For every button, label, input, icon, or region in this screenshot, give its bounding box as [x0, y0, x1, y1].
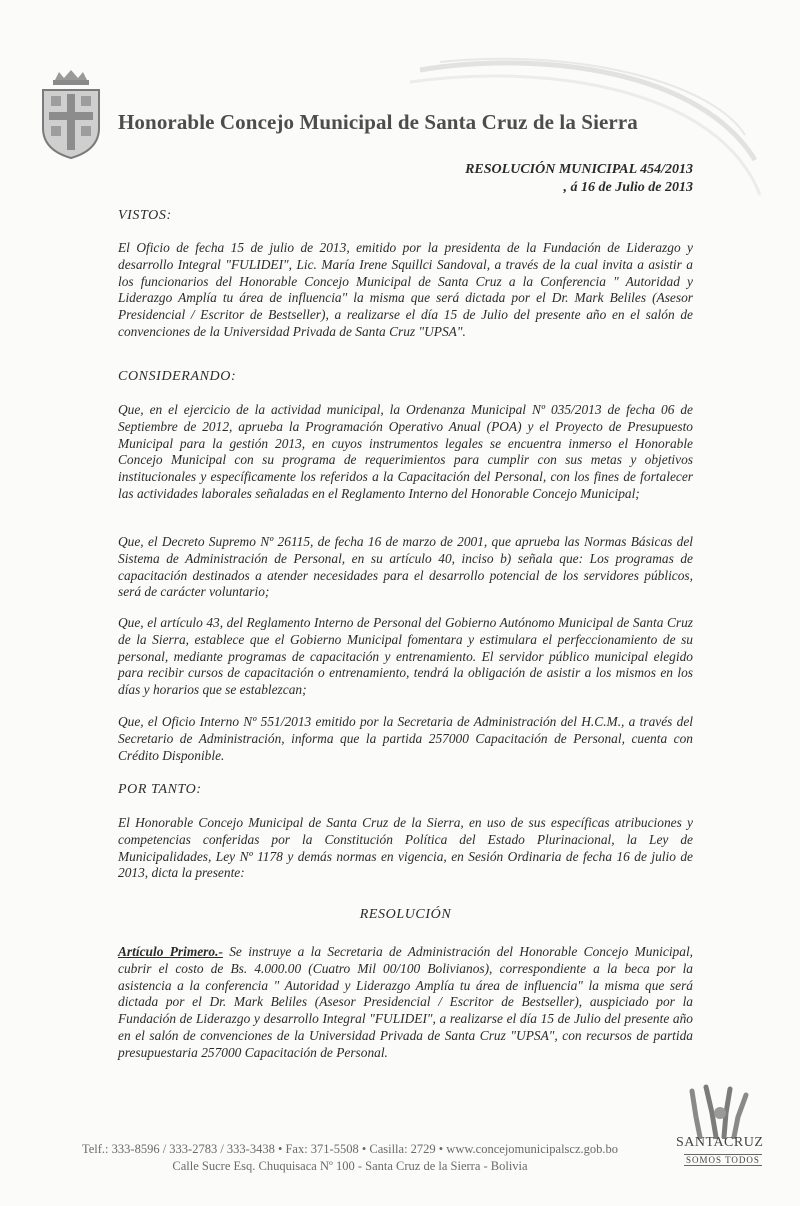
- footer-contact-line: Telf.: 333-8596 / 333-2783 / 333-3438 • Fax: 371-5508 • Casilla: 2729 • www.concejomunicipalscz.gob.bo: [81, 1142, 619, 1156]
- section-vistos: VISTOS:: [118, 208, 172, 223]
- vistos-paragraph: El Oficio de fecha 15 de julio de 2013, emitido por la presidenta de la Fundación de Liderazgo y desarrollo Integral "FULIDEI", Lic. María Irene Squillci Sandoval, a través de la cual invita a asistir a los funcionarios del Honorable Concejo Municipal de Santa Cruz a la Conferencia " Autoridad y Liderazgo Amplía tu área de influencia" la misma que será dictada por el Dr. Mark Beliles (Asesor Presidencial / Escritor de Bestseller), a realizarse el día 15 de Julio del presente año en el salón de convenciones de la Universidad Privada de Santa Cruz "UPSA".: [118, 240, 693, 339]
- considerando-paragraph-1: Que, en el ejercicio de la actividad municipal, la Ordenanza Municipal Nº 035/2013 de fecha 06 de Septiembre de 2012, aprueba la Programación Operativo Anual (POA) y el Proyecto de Presupuesto Municipal para la gestión 2013, en cuyos instrumentos legales se encuentra inmerso el Honorable Concejo Municipal con su programa de requerimientos para cumplir con sus metas y objetivos institucionales y específicamente los referidos a la Capacitación del Personal, con los fines de fortalecer las actividades laborales señaladas en el Reglamento Interno del Honorable Concejo Municipal;: [118, 402, 693, 501]
- footer-contact: [40, 1141, 660, 1175]
- logo-tagline: SOMOS TODOS: [686, 1155, 760, 1165]
- articulo-primero-text: Se instruye a la Secretaria de Administración del Honorable Concejo Municipal, cubrir el costo de Bs. 4.000.00 (Cuatro Mil 00/100 Bolivianos), correspondiente a la beca por la asistencia a la conferencia " Autoridad y Liderazgo Amplía tu área de influencia" la misma que será dictada por el Dr. Mark Beliles (Asesor Presidencial / Escritor de Bestseller), auspiciado por la Fundación de Liderazgo y desarrollo Integral "FULIDEI", a realizarse el día 15 de Julio del presente año en el salón de convenciones de la Universidad Privada de Santa Cruz "UPSA", con recursos de partida presupuestaria 257000 Capacitación de Personal.: [118, 944, 694, 1060]
- considerando-paragraph-3: Que, el artículo 43, del Reglamento Interno de Personal del Gobierno Autónomo Municipal de Santa Cruz de la Sierra, establece que el Gobierno Municipal fomentara y estimulara el perfeccionamiento de su personal, mediante programas de capacitación y entrenamiento. El servidor público municipal elegido para recibir cursos de capacitación o entrenamiento, tendrá la obligación de asistir a los mismos en los días y horarios que se establezcan;: [118, 615, 693, 698]
- articulo-primero-paragraph: [118, 944, 693, 1062]
- considerando-paragraph-2: Que, el Decreto Supremo Nº 26115, de fecha 16 de marzo de 2001, que aprueba las Normas Básicas del Sistema de Administración de Personal, en su artículo 40, inciso b) señala que: Los programas de capacitación destinados a atender necesidades para el desarrollo potencial de los servidores públicos, será de carácter voluntario;: [118, 534, 693, 600]
- section-resolucion: RESOLUCIÓN: [359, 907, 452, 922]
- articulo-primero-label: Artículo Primero.-: [118, 944, 223, 959]
- considerando-paragraph-4: Que, el Oficio Interno Nº 551/2013 emitido por la Secretaria de Administración del H.C.M., a través del Secretario de Administración, informa que la partida 257000 Capacitación de Personal, cuenta con Crédito Disponible.: [118, 714, 693, 763]
- footer-address-line: Calle Sucre Esq. Chuquisaca Nº 100 - Santa Cruz de la Sierra - Bolivia: [172, 1159, 528, 1173]
- section-por-tanto: POR TANTO:: [118, 782, 202, 797]
- coat-of-arms-icon: [37, 68, 105, 160]
- organization-name: Honorable Concejo Municipal de Santa Cruz de la Sierra: [118, 110, 638, 134]
- section-considerando: CONSIDERANDO:: [118, 369, 237, 384]
- resolution-number: RESOLUCIÓN MUNICIPAL 454/2013: [465, 162, 693, 177]
- por-tanto-paragraph: El Honorable Concejo Municipal de Santa Cruz de la Sierra, en uso de sus específicas atribuciones y competencias conferidas por la Constitución Política del Estado Plurinacional, la Ley de Municipalidades, Ley Nº 1178 y demás normas en vigencia, en Sesión Ordinaria de fecha 16 de julio de 2013, dicta la presente:: [118, 815, 693, 881]
- logo-name: SANTACRUZ: [676, 1135, 764, 1150]
- resolution-date: , á 16 de Julio de 2013: [563, 180, 693, 195]
- raised-hands-icon: [672, 1083, 772, 1139]
